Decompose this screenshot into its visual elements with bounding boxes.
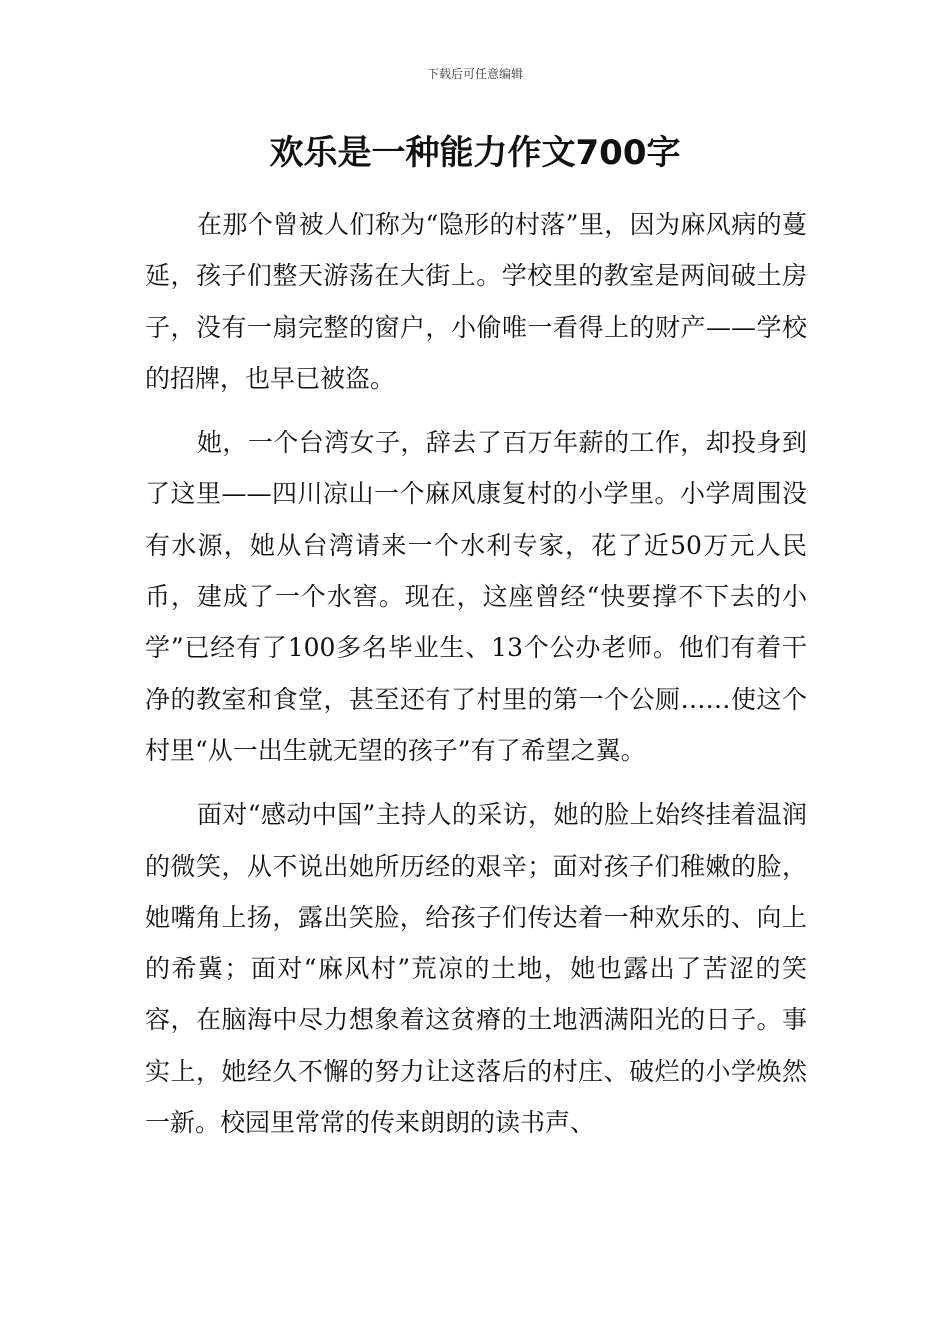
paragraph-1: 在那个曾被人们称为“隐形的村落”里，因为麻风病的蔓延，孩子们整天游荡在大街上。学校里的教室是两间破土房子，没有一扇完整的窗户，小偷唯一看得上的财产——学校的招牌，也早已被盗。 xyxy=(145,210,807,393)
document-body xyxy=(145,199,807,1161)
paragraph-3: 面对“感动中国”主持人的采访，她的脸上始终挂着温润的微笑，从不说出她所历经的艰辛；面对孩子们稚嫩的脸，她嘴角上扬，露出笑脸，给孩子们传达着一种欢乐的、向上的希冀；面对“麻风村”荒凉的土地，她也露出了苦涩的笑容，在脑海中尽力想象着这贫瘠的土地洒满阳光的日子。事实上，她经久不懈的努力让这落后的村庄、破烂的小学焕然一新。校园里常常的传来朗朗的读书声、 xyxy=(145,800,807,1138)
document-title: 欢乐是一种能力作文700字 xyxy=(269,133,681,173)
header-note: 下载后可任意编辑 xyxy=(426,67,523,81)
paragraph-2: 她，一个台湾女子，辞去了百万年薪的工作，却投身到了这里——四川凉山一个麻风康复村的小学里。小学周围没有水源，她从台湾请来一个水利专家，花了近50万元人民币，建成了一个水窖。现在，这座曾经“快要撑不下去的小学”已经有了100多名毕业生、13个公办老师。他们有着干净的教室和食堂，甚至还有了村里的第一个公厕……使这个村里“从一出生就无望的孩子”有了希望之翼。 xyxy=(145,428,807,765)
